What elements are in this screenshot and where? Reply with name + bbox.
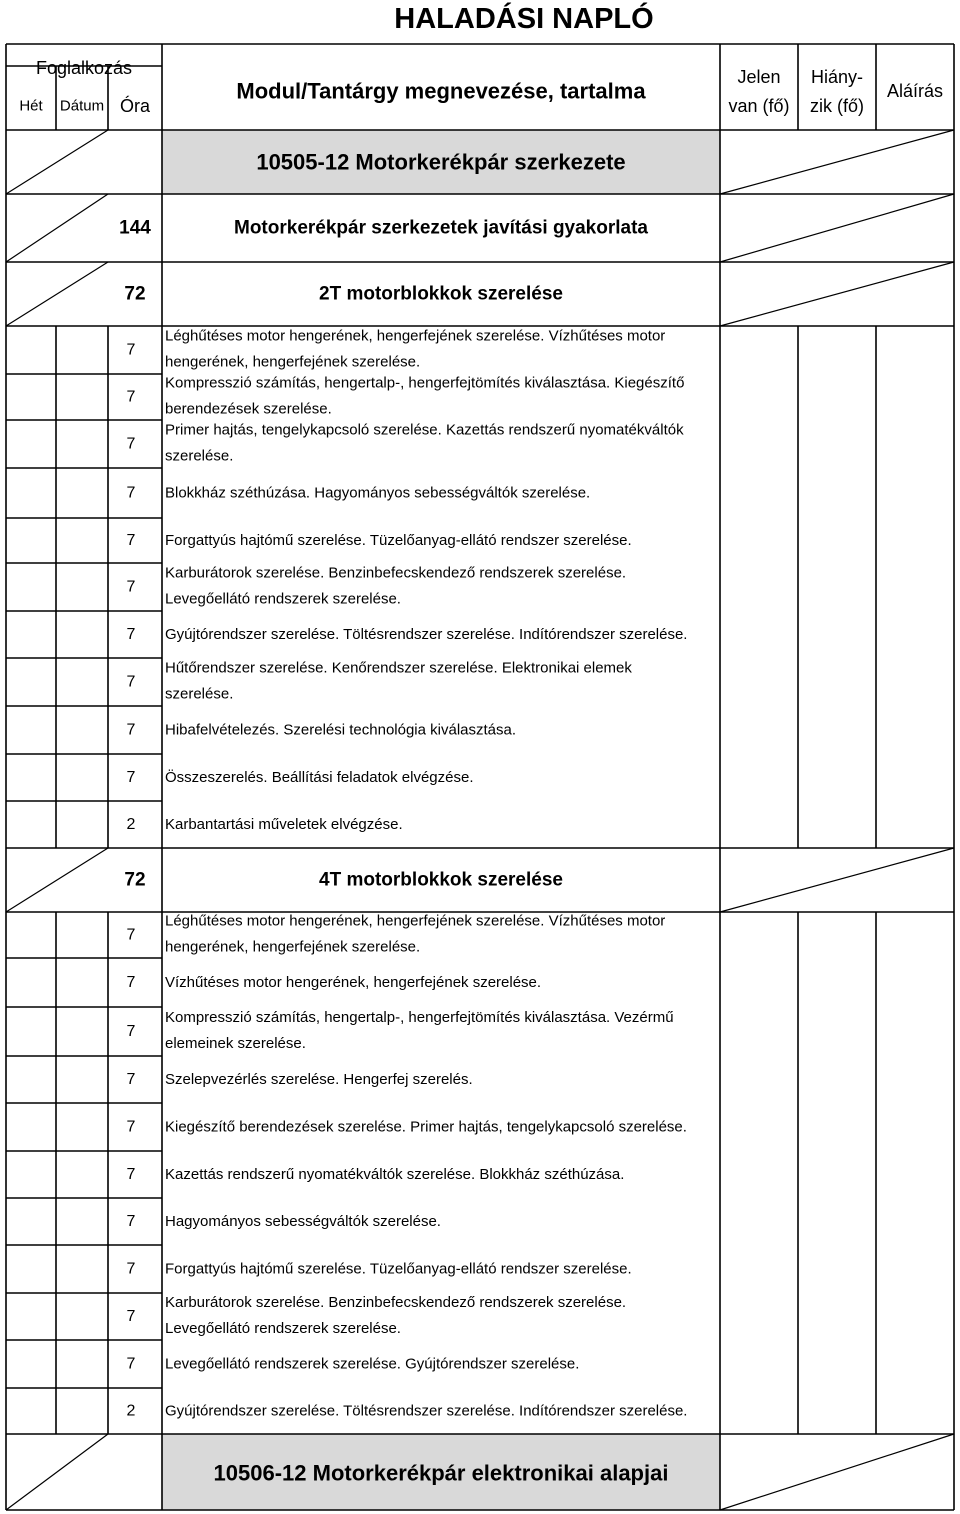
row-description: Karburátorok szerelése. Benzinbefecskendező rendszerek szerelése. bbox=[165, 1294, 627, 1311]
row-hours: 2 bbox=[126, 816, 136, 833]
row-description: Primer hajtás, tengelykapcsoló szerelése. Kazettás rendszerű nyomatékváltók bbox=[165, 421, 684, 439]
row-hours: 7 bbox=[126, 673, 136, 691]
row-description: Levegőellátó rendszerek szerelése. Gyújtórendszer szerelése. bbox=[165, 1355, 580, 1373]
row-hours: 7 bbox=[126, 1355, 136, 1373]
row-description: Forgattyús hajtómű szerelése. Tüzelőanyag-ellátó rendszer szerelése. bbox=[165, 532, 632, 549]
header-hiany-2: zik (fő) bbox=[810, 96, 864, 116]
row-hours: 7 bbox=[126, 484, 136, 502]
diagonal-strike bbox=[720, 262, 954, 326]
diagonal-strike bbox=[720, 194, 954, 262]
row-description: Gyújtórendszer szerelése. Töltésrendszer szerelése. Indítórendszer szerelése. bbox=[165, 1402, 688, 1420]
diagonal-strike bbox=[720, 848, 954, 912]
topic-hours: 72 bbox=[124, 283, 146, 305]
header-het: Hét bbox=[19, 97, 43, 115]
row-description: Léghűtéses motor hengerének, hengerfejének szerelése. Vízhűtéses motor bbox=[165, 912, 666, 930]
row-hours: 7 bbox=[126, 1023, 136, 1040]
row-description: Szelepvezérlés szerelése. Hengerfej szerelés. bbox=[165, 1071, 473, 1088]
row-description: Karburátorok szerelése. Benzinbefecskendező rendszerek szerelése. bbox=[165, 564, 627, 582]
row-description: szerelése. bbox=[165, 447, 234, 465]
row-description: Vízhűtéses motor hengerének, hengerfejének szerelése. bbox=[165, 974, 542, 991]
subject-name: Motorkerékpár szerkezetek javítási gyakorlata bbox=[234, 217, 648, 239]
row-description: Forgattyús hajtómű szerelése. Tüzelőanyag-ellátó rendszer szerelése. bbox=[165, 1260, 632, 1278]
diagonal-strike bbox=[6, 262, 108, 326]
row-description: elemeinek szerelése. bbox=[165, 1035, 306, 1052]
header-datum: Dátum bbox=[59, 97, 105, 115]
row-description: hengerének, hengerfejének szerelése. bbox=[165, 938, 421, 956]
diagonal-strike bbox=[6, 1434, 108, 1510]
row-description: Hibafelvételezés. Szerelési technológia kiválasztása. bbox=[165, 721, 517, 739]
row-hours: 7 bbox=[126, 1308, 136, 1325]
grid-lines bbox=[6, 44, 954, 1510]
row-description: Gyújtórendszer szerelése. Töltésrendszer szerelése. Indítórendszer szerelése. bbox=[165, 626, 688, 643]
header-jelen-1: Jelen bbox=[737, 67, 781, 87]
row-description: Levegőellátó rendszerek szerelése. bbox=[165, 1320, 401, 1337]
row-hours: 7 bbox=[126, 435, 136, 453]
row-description: Összeszerelés. Beállítási feladatok elvégzése. bbox=[165, 769, 474, 786]
row-description: hengerének, hengerfejének szerelése. bbox=[165, 353, 421, 371]
diagonal-strike bbox=[6, 130, 108, 194]
row-hours: 7 bbox=[126, 1118, 136, 1136]
row-description: Léghűtéses motor hengerének, hengerfejének szerelése. Vízhűtéses motor bbox=[165, 327, 666, 345]
row-description: Kiegészítő berendezések szerelése. Primer hajtás, tengelykapcsoló szerelése. bbox=[165, 1118, 687, 1136]
module-title: 10505-12 Motorkerékpár szerkezete bbox=[256, 149, 626, 175]
header-jelen-2: van (fő) bbox=[728, 96, 790, 116]
topic-hours: 72 bbox=[124, 869, 146, 891]
header-alairas: Aláírás bbox=[886, 81, 944, 101]
row-hours: 7 bbox=[126, 532, 136, 549]
row-description: Kompresszió számítás, hengertalp-, hengerfejtömítés kiválasztása. Kiegészítő bbox=[165, 374, 685, 392]
header-hiany-1: Hiány- bbox=[810, 67, 864, 87]
row-description: berendezések szerelése. bbox=[165, 400, 332, 418]
row-hours: 7 bbox=[126, 1213, 136, 1230]
row-description: Hagyományos sebességváltók szerelése. bbox=[165, 1213, 441, 1230]
row-hours: 7 bbox=[126, 1071, 136, 1088]
row-hours: 7 bbox=[126, 626, 136, 643]
table-text bbox=[19, 58, 943, 1486]
row-hours: 2 bbox=[126, 1402, 136, 1420]
row-description: Blokkház széthúzása. Hagyományos sebességváltók szerelése. bbox=[165, 484, 591, 502]
row-description: Kompresszió számítás, hengertalp-, hengerfejtömítés kiválasztása. Vezérmű bbox=[165, 1009, 674, 1026]
row-hours: 7 bbox=[126, 388, 136, 406]
row-description: Karbantartási műveletek elvégzése. bbox=[165, 816, 403, 833]
diagonal-strike bbox=[720, 130, 954, 194]
row-description: Kazettás rendszerű nyomatékváltók szerelése. Blokkház széthúzása. bbox=[165, 1166, 625, 1183]
topic-name: 2T motorblokkok szerelése bbox=[319, 283, 563, 305]
module-title: 10506-12 Motorkerékpár elektronikai alapjai bbox=[213, 1460, 669, 1486]
diagonal-strike bbox=[720, 1434, 954, 1510]
subject-hours: 144 bbox=[119, 217, 151, 239]
diagonal-strike bbox=[6, 194, 108, 262]
row-hours: 7 bbox=[126, 974, 136, 991]
row-hours: 7 bbox=[126, 721, 136, 739]
row-hours: 7 bbox=[126, 769, 136, 786]
topic-name: 4T motorblokkok szerelése bbox=[319, 869, 563, 891]
row-hours: 7 bbox=[126, 926, 136, 944]
row-hours: 7 bbox=[126, 341, 136, 359]
header-ora: Óra bbox=[119, 96, 151, 116]
row-description: Levegőellátó rendszerek szerelése. bbox=[165, 590, 401, 608]
page-title: HALADÁSI NAPLÓ bbox=[394, 3, 654, 35]
header-foglalkozas: Foglalkozás bbox=[35, 58, 133, 78]
header-modul: Modul/Tantárgy megnevezése, tartalma bbox=[236, 78, 646, 104]
row-hours: 7 bbox=[126, 578, 136, 596]
row-description: Hűtőrendszer szerelése. Kenőrendszer szerelése. Elektronikai elemek bbox=[165, 659, 632, 677]
row-hours: 7 bbox=[126, 1260, 136, 1278]
row-description: szerelése. bbox=[165, 685, 234, 703]
row-hours: 7 bbox=[126, 1166, 136, 1183]
diagonal-strike bbox=[6, 848, 108, 912]
